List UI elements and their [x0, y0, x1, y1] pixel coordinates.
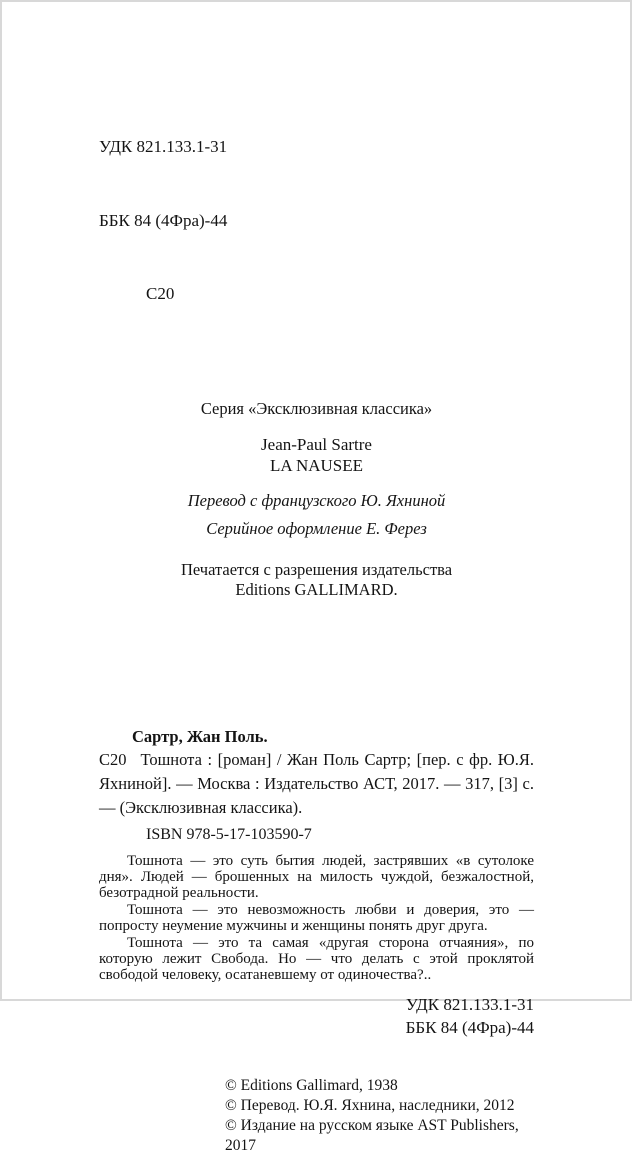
original-title: LA NAUSEE	[269, 455, 364, 475]
design-credit: Серийное оформление Е. Ферез	[206, 518, 427, 538]
annotation-paragraph-3: Тошнота — это та самая «другая сторона отчаяния», по которую лежит Свобода. Но — что делать с этой проклятой свободой человеку, осатаневшему от одиночества?..	[99, 934, 534, 984]
bbk-code-bottom: ББК 84 (4Фра)-44	[405, 1017, 534, 1037]
annotation-paragraph-2: Тошнота — это невозможность любви и доверия, это — попросту неумение мужчины и женщины понять друг друга.	[99, 901, 534, 935]
author-sign-code-top: С20	[146, 284, 175, 303]
annotation-paragraph-1: Тошнота — это суть бытия людей, застрявших «в сутолоке дня». Людей — брошенных на милость чуждой, безжалостной, безотрадной реальности.	[99, 852, 534, 902]
catalog-description	[99, 748, 534, 820]
copyright-line-1: © Editions Gallimard, 1938	[225, 1076, 398, 1094]
permission-note	[99, 560, 534, 601]
author-sign-code-catalog: С20	[99, 749, 127, 769]
bottom-bibliographic-codes	[99, 993, 534, 1039]
copyright-line-3: © Издание на русском языке AST Publishers, 2017	[225, 1116, 519, 1154]
copyright-line-2: © Перевод. Ю.Я. Яхнина, наследники, 2012	[225, 1096, 515, 1114]
permission-line-2: Editions GALLIMARD.	[235, 580, 398, 599]
isbn: ISBN 978-5-17-103590-7	[146, 825, 312, 843]
top-bibliographic-codes	[99, 86, 534, 356]
copyright-block	[225, 1076, 534, 1156]
udk-code-top: УДК 821.133.1-31	[99, 137, 228, 156]
catalog-description-text: Тошнота : [роман] / Жан Поль Сартр; [пер. с фр. Ю.Я. Яхниной]. — Москва : Издательство АСТ, 2017. — 317, [3] с. — (Эксклюзивная классика).	[99, 749, 534, 817]
series-title: Серия «Эксклюзивная классика»	[200, 398, 433, 418]
bbk-code-top: ББК 84 (4Фра)-44	[99, 210, 228, 230]
translation-credit: Перевод с французского Ю. Яхниной	[187, 490, 446, 510]
annotation-block	[99, 853, 534, 984]
imprint-page	[99, 0, 534, 1156]
permission-line-1: Печатается с разрешения издательства	[180, 559, 453, 579]
udk-code-bottom: УДК 821.133.1-31	[405, 994, 534, 1014]
catalog-author-heading: Сартр, Жан Поль.	[132, 726, 268, 746]
original-author: Jean-Paul Sartre	[261, 434, 372, 454]
